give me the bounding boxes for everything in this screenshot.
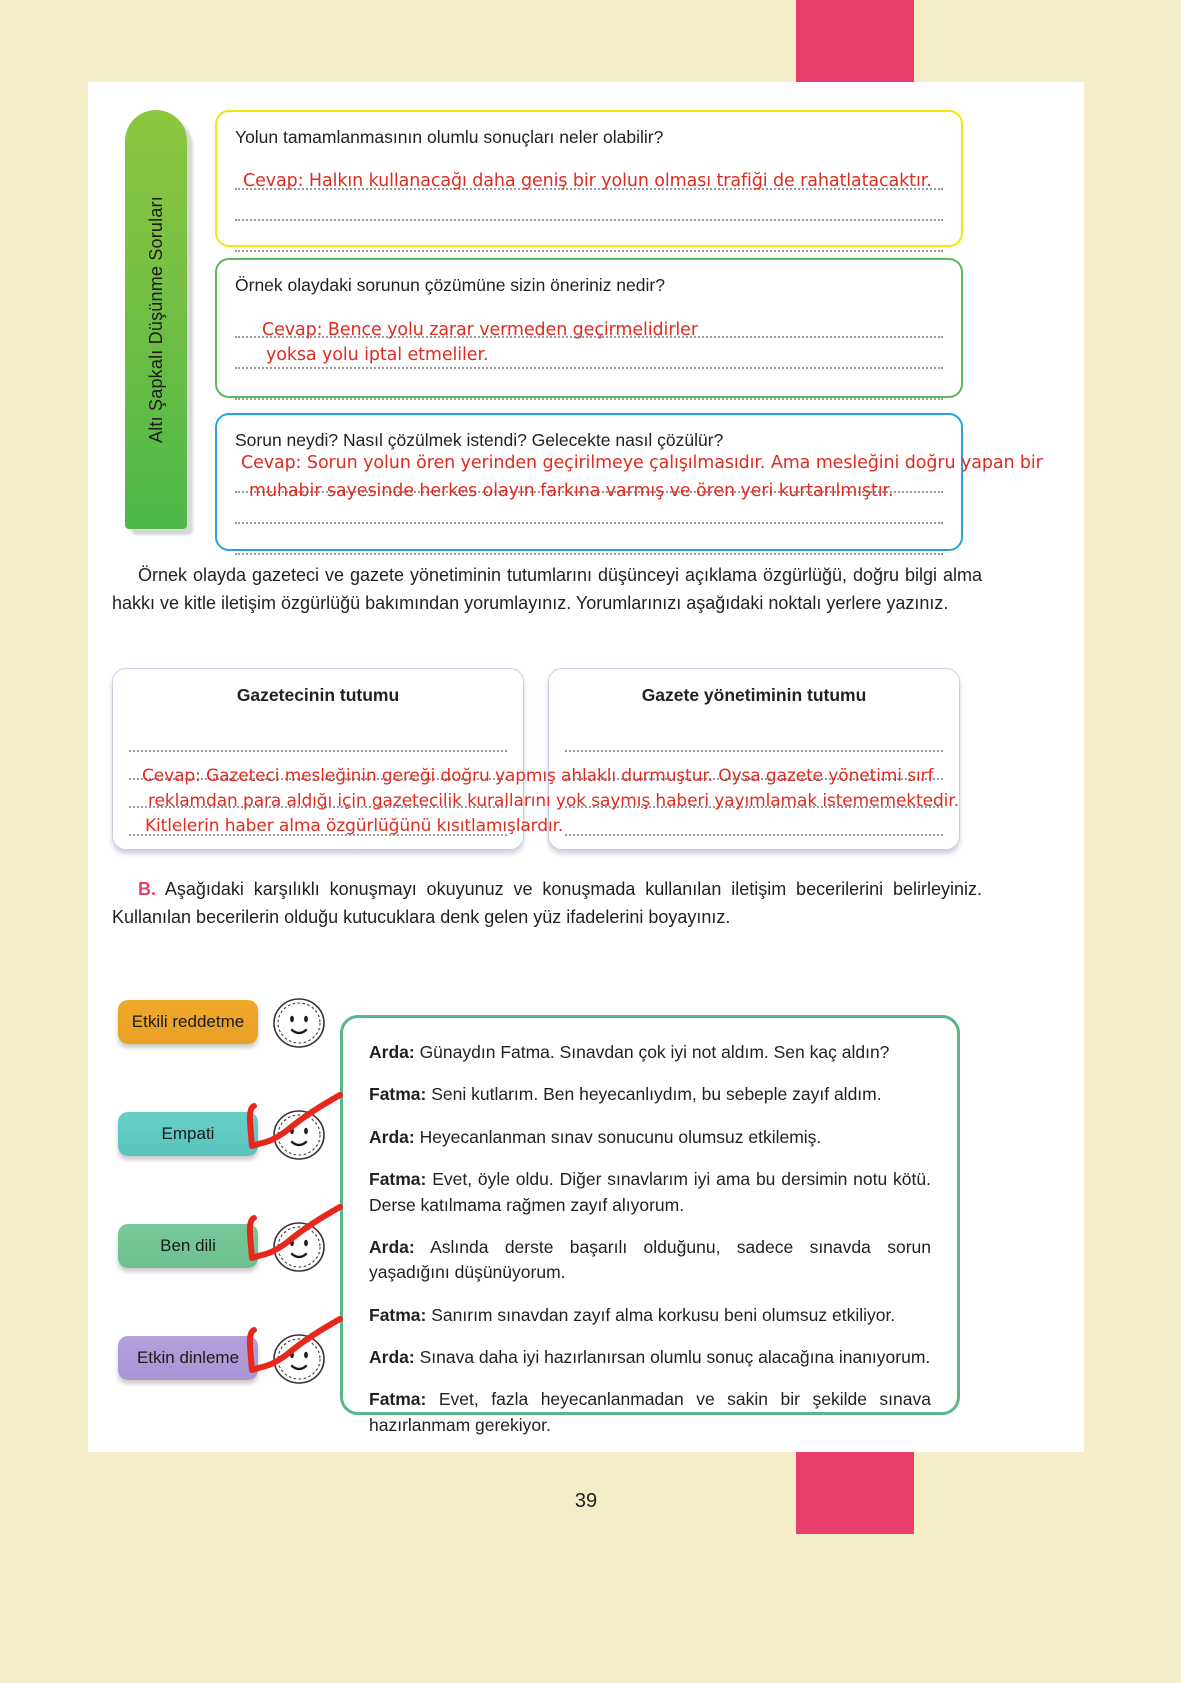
dialogue-text: Seni kutlarım. Ben heyecanlıydım, bu sebeple zayıf aldım. xyxy=(426,1084,882,1105)
dialogue-speaker: Fatma: xyxy=(369,1389,427,1410)
tutum-box-title: Gazetecinin tutumu xyxy=(236,685,400,705)
dialogue-text: Aslında derste başarılı olduğunu, sadece sınavda sorun yaşadığını düşünüyorum. xyxy=(369,1236,931,1283)
dialogue-line xyxy=(369,1082,931,1107)
dialogue-speaker: Arda: xyxy=(369,1236,415,1257)
answer-line[interactable] xyxy=(565,812,943,840)
dialogue-speaker: Fatma: xyxy=(369,1169,427,1190)
skill-chip-empati[interactable] xyxy=(118,1112,258,1156)
instruction-paragraph-a-text: Örnek olayda gazeteci ve gazete yönetiminin tutumlarını düşünceyi açıklama özgürlüğü, doğru bilgi alma hakkı ve kitle iletişim özgürlüğü bakımından yorumlayınız. Yorumlarınızı aşağıdaki noktalı yerlere yazınız. xyxy=(112,565,982,613)
dialogue-speaker: Arda: xyxy=(369,1347,415,1367)
skill-chip-label: Empati xyxy=(161,1124,215,1143)
answer-line[interactable] xyxy=(129,728,507,756)
pink-bleed-mark-top xyxy=(796,0,914,82)
question-text: Örnek olaydaki sorunun çözümüne sizin öneriniz nedir? xyxy=(235,275,665,295)
handwritten-tutum-line-3: Kitlelerin haber alma özgürlüğünü kısıtlamışlardır. xyxy=(145,816,564,836)
dialogue-text: Evet, öyle oldu. Diğer sınavlarım iyi ama bu dersimin notu kötü. Derse katılmama rağmen zayıf alıyorum. xyxy=(369,1169,931,1215)
dialogue-speaker: Fatma: xyxy=(369,1084,427,1105)
instruction-paragraph-b-text: Aşağıdaki karşılıklı konuşmayı okuyunuz ve konuşmada kullanılan iletişim becerilerini belirleyiniz. Kullanılan becerilerin olduğu kutucuklara denk gelen yüz ifadelerini boyayınız. xyxy=(112,879,982,927)
section-letter-b: B. xyxy=(138,879,156,899)
tutum-box-yonetim xyxy=(548,668,960,850)
smiley-face-icon[interactable] xyxy=(272,997,326,1049)
instruction-paragraph-b xyxy=(112,876,982,932)
handwritten-tutum-line-2: reklamdan para aldığı için gazetecilik kurallarını yok saymış haberi yayımlamak istememektedir. xyxy=(148,791,959,811)
handwritten-answer-1-line-1: Cevap: Halkın kullanacağı daha geniş bir yolun olması trafiği de rahatlatacaktır. xyxy=(243,171,932,191)
skill-chip-etkili-reddetme[interactable] xyxy=(118,1000,258,1044)
dialogue-line xyxy=(369,1040,931,1065)
skill-chip-label: Etkili reddetme xyxy=(131,1012,245,1031)
side-tab xyxy=(125,110,193,535)
dialogue-line xyxy=(369,1125,931,1150)
handwritten-answer-3-line-1: Cevap: Sorun yolun ören yerinden geçirilmeye çalışılmasıdır. Ama mesleğini doğru yapan bir xyxy=(241,453,1043,473)
answer-line[interactable] xyxy=(565,728,943,756)
answer-line[interactable] xyxy=(235,373,943,404)
answer-line[interactable] xyxy=(235,225,943,256)
dialogue-speaker: Arda: xyxy=(369,1126,415,1147)
dialogue-line xyxy=(369,1167,931,1218)
skill-chip-label: Ben dili xyxy=(160,1236,216,1255)
smiley-face-icon[interactable] xyxy=(272,1333,326,1385)
dialogue-speaker: Fatma: xyxy=(369,1304,427,1325)
handwritten-answer-2-line-2: yoksa yolu iptal etmeliler. xyxy=(266,345,489,365)
side-tab-body xyxy=(125,110,187,529)
skill-chip-ben-dili[interactable] xyxy=(118,1224,258,1268)
tutum-box-title: Gazete yönetiminin tutumu xyxy=(641,685,867,705)
question-text: Sorun neydi? Nasıl çözülmek istendi? Gelecekte nasıl çözülür? xyxy=(235,430,724,450)
handwritten-answer-3-line-2: muhabir sayesinde herkes olayın farkına varmış ve ören yeri kurtarılmıştır. xyxy=(249,481,894,501)
dialogue-line xyxy=(369,1387,931,1438)
instruction-paragraph-a xyxy=(112,562,982,618)
answer-line[interactable] xyxy=(235,497,943,528)
dialogue-text: Evet, fazla heyecanlanmadan ve sakin bir şekilde sınava hazırlanmam gerekiyor. xyxy=(369,1389,931,1435)
answer-line[interactable] xyxy=(235,194,943,225)
dialogue-text: Sanırım sınavdan zayıf alma korkusu beni olumsuz etkiliyor. xyxy=(426,1304,896,1325)
smiley-face-icon[interactable] xyxy=(272,1109,326,1161)
dialogue-line xyxy=(369,1235,931,1286)
handwritten-tutum-line-1: Cevap: Gazeteci mesleğinin gereği doğru yapmış ahlaklı durmuştur. Oysa gazete yönetimi sırf xyxy=(142,766,934,786)
page-number: 39 xyxy=(574,1490,598,1512)
question-text: Yolun tamamlanmasının olumlu sonuçları neler olabilir? xyxy=(235,127,664,147)
answer-line[interactable] xyxy=(235,528,943,559)
dialogue-line xyxy=(369,1345,931,1370)
dialogue-text: Sınava daha iyi hazırlanırsan olumlu sonuç alacağına inanıyorum. xyxy=(414,1347,931,1367)
dialogue-line xyxy=(369,1303,931,1328)
dialogue-box xyxy=(340,1015,960,1435)
skill-chip-label: Etkin dinleme xyxy=(136,1348,240,1367)
side-tab-label: Altı Şapkalı Düşünme Soruları xyxy=(145,196,166,443)
dialogue-speaker: Arda: xyxy=(369,1042,415,1062)
dialogue-text: Heyecanlanman sınav sonucunu olumsuz etkilemiş. xyxy=(414,1126,822,1147)
dialogue-text: Günaydın Fatma. Sınavdan çok iyi not aldım. Sen kaç aldın? xyxy=(414,1042,890,1062)
handwritten-answer-2-line-1: Cevap: Bence yolu zarar vermeden geçirmelidirler xyxy=(262,320,698,340)
smiley-face-icon[interactable] xyxy=(272,1221,326,1273)
skill-chip-etkin-dinleme[interactable] xyxy=(118,1336,258,1380)
